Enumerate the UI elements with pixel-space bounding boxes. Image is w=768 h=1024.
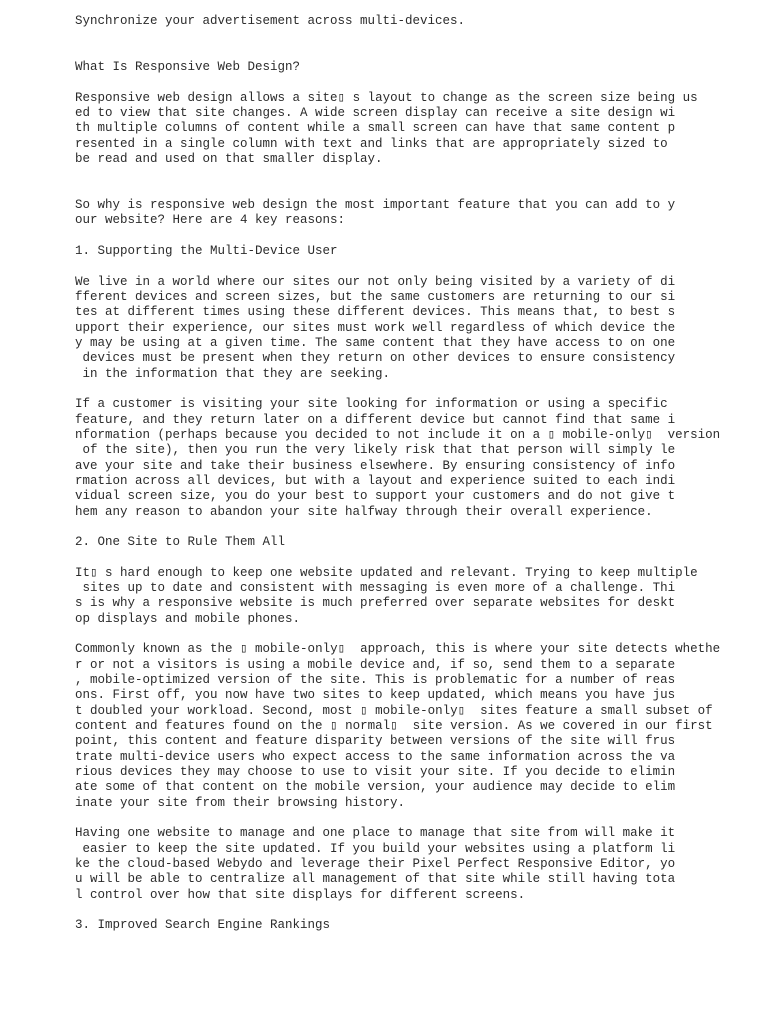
- text-line: r or not a visitors is using a mobile device and, if so, send them to a separate: [75, 657, 676, 672]
- blank-line: [75, 167, 755, 182]
- text-line: easier to keep the site updated. If you build your websites using a platform li: [75, 841, 676, 856]
- text-line: If a customer is visiting your site looking for information or using a specific: [75, 397, 668, 412]
- blank-line: [75, 811, 755, 826]
- blank-line: [75, 550, 755, 565]
- blank-line: [75, 45, 755, 60]
- text-line: We live in a world where our sites our not only being visited by a variety of di: [75, 274, 676, 289]
- text-line: of the site), then you run the very likely risk that that person will simply le: [75, 443, 676, 458]
- blank-line: [75, 259, 755, 274]
- text-line: nformation (perhaps because you decided to not include it on a ▯ mobile-only▯ version: [75, 427, 721, 442]
- text-line: Responsive web design allows a site▯ s layout to change as the screen size being us: [75, 90, 698, 105]
- blank-line: [75, 627, 755, 642]
- text-line: vidual screen size, you do your best to support your customers and do not give t: [75, 489, 676, 504]
- text-line: ate some of that content on the mobile version, your audience may decide to elim: [75, 780, 676, 795]
- text-line: ave your site and take their business elsewhere. By ensuring consistency of info: [75, 458, 676, 473]
- text-line: op displays and mobile phones.: [75, 611, 301, 626]
- text-line: 1. Supporting the Multi-Device User: [75, 243, 338, 258]
- text-line: upport their experience, our sites must work well regardless of which device the: [75, 320, 676, 335]
- text-line: point, this content and feature disparity between versions of the site will frus: [75, 734, 676, 749]
- text-line: content and features found on the ▯ normal▯ site version. As we covered in our first: [75, 719, 713, 734]
- text-line: 2. One Site to Rule Them All: [75, 535, 286, 550]
- text-line: tes at different times using these different devices. This means that, to best s: [75, 305, 676, 320]
- text-line: be read and used on that smaller display.: [75, 151, 383, 166]
- text-line: in the information that they are seeking.: [75, 366, 391, 381]
- blank-line: [75, 29, 755, 44]
- text-line: l control over how that site displays for different screens.: [75, 887, 526, 902]
- text-line: sites up to date and consistent with messaging is even more of a challenge. Thi: [75, 581, 676, 596]
- text-line: resented in a single column with text and links that are appropriately sized to: [75, 136, 668, 151]
- text-line: devices must be present when they return on other devices to ensure consistency: [75, 351, 676, 366]
- text-line: inate your site from their browsing history.: [75, 795, 406, 810]
- text-line: our website? Here are 4 key reasons:: [75, 213, 346, 228]
- text-line: rious devices they may choose to use to visit your site. If you decide to elimin: [75, 765, 676, 780]
- text-line: ke the cloud-based Webydo and leverage their Pixel Perfect Responsive Editor, yo: [75, 857, 676, 872]
- blank-line: [75, 183, 755, 198]
- text-line: rmation across all devices, but with a layout and experience suited to each indi: [75, 473, 676, 488]
- text-line: Having one website to manage and one place to manage that site from will make it: [75, 826, 676, 841]
- blank-line: [75, 382, 755, 397]
- blank-line: [75, 75, 755, 90]
- text-line: It▯ s hard enough to keep one website updated and relevant. Trying to keep multiple: [75, 565, 698, 580]
- text-line: What Is Responsive Web Design?: [75, 59, 301, 74]
- text-line: So why is responsive web design the most important feature that you can add to y: [75, 197, 676, 212]
- text-line: y may be using at a given time. The same content that they have access to on one: [75, 335, 676, 350]
- text-line: Synchronize your advertisement across multi-devices.: [75, 14, 466, 28]
- text-line: t doubled your workload. Second, most ▯ mobile-only▯ sites feature a small subset of: [75, 703, 713, 718]
- blank-line: [75, 903, 755, 918]
- text-line: feature, and they return later on a different device but cannot find that same i: [75, 412, 676, 427]
- text-line: hem any reason to abandon your site halfway through their overall experience.: [75, 504, 653, 519]
- text-line: fferent devices and screen sizes, but the same customers are returning to our si: [75, 289, 676, 304]
- text-line: u will be able to centralize all management of that site while still having tota: [75, 872, 676, 887]
- text-line: , mobile-optimized version of the site. This is problematic for a number of reas: [75, 673, 676, 688]
- text-line: th multiple columns of content while a small screen can have that same content p: [75, 121, 676, 136]
- text-line: 3. Improved Search Engine Rankings: [75, 918, 331, 933]
- text-line: Commonly known as the ▯ mobile-only▯ approach, this is where your site detects whethe: [75, 642, 721, 657]
- text-line: ons. First off, you now have two sites to keep updated, which means you have jus: [75, 688, 676, 703]
- blank-line: [75, 520, 755, 535]
- text-line: ed to view that site changes. A wide screen display can receive a site design wi: [75, 105, 676, 120]
- document-page: [75, 14, 755, 934]
- blank-line: [75, 229, 755, 244]
- text-line: trate multi-device users who expect access to the same information across the va: [75, 749, 676, 764]
- text-line: s is why a responsive website is much preferred over separate websites for deskt: [75, 596, 676, 611]
